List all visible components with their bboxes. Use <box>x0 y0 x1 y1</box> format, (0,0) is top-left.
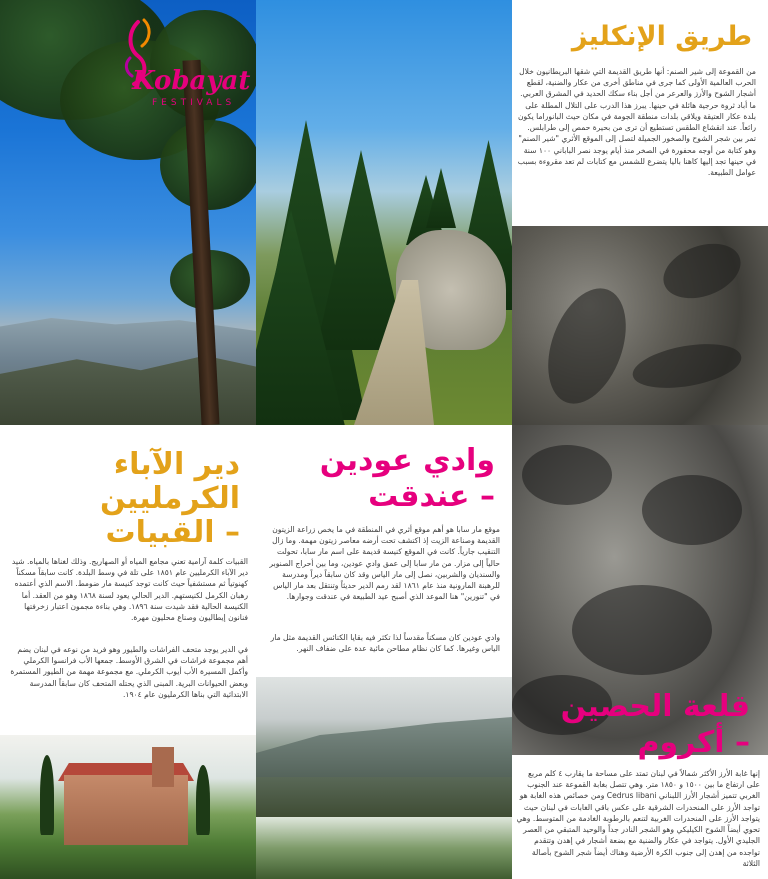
cypress-tree <box>40 755 54 835</box>
carmelite-body-1: القبيات كلمة آرامية تعني مجامع المياه أو الصهاريج. وذلك لغناها بالمياه. شيد دير الآباء الكرمليين عام ١٨٥١ على تلة في وسط البلدة. كانت سابقاً مسكناً كهنوتياً ثم مستشفياً حيث كانت توجد كنيسة مار ضومط. الاسم الذي أعتمده رهبان الكرمل لكنيستهم. الدير الحالي يعود لسنة ١٨٦٨ وهو من العقد. أما الكنيسة الحالية فقد شيدت سنة ١٨٩٦. وهي بناءة مجمون اعتبار زخرفتها فنانون إيطاليون وصناع محليون مهرة. <box>11 557 248 623</box>
cypress-tree <box>196 765 210 835</box>
carmelite-heading-line3: – القبيات <box>105 515 240 550</box>
cover-title: مهرجانات القبيات <box>573 176 748 200</box>
rock-shadow <box>656 234 748 308</box>
english-road-body: من القموعة إلى شير الصنم: أنها طريق القديمة التي شقها البريطانيون خلال الحرب العالمية الأولى كما جرى في مناطق أخرى من عكار والضنية، لقطع أشجار الشوح والأرز والعرعر من أجل بناء سكك الحديد في المشرق العربي. ما أباد ثروة حرجية هائلة في حينها. يبرز هذا الدرب على التلال المطلة على بلدة عكار العتيقة ويلاقي بلدات منطقة الجومة في مكان حيث البانوراما يكون رائعاً. عند انقشاع الطقس تستطيع أن ترى من بحيرة حمص إلى طرابلس. تمر بين شجر الشوح والصخور الجميلة لتصل إلى الموقع الأثري "شير الصنم" وهو كتابة من أوجه محفورة في الصخر منذ أيام يوجد نصر الباباني ١٠٠ سنة في حينها تجد إليها كاهنا باليا يتضرع للشمس مع كتابات لم تعد مقروءة بسبب عوامل الطبيعة. <box>517 67 756 178</box>
qalaat-hosn-heading-line1: قلعة الحصين <box>560 689 750 724</box>
monastery-photo <box>0 735 256 879</box>
carmelite-heading-line2: الكرمليين <box>100 481 240 516</box>
carmelite-body-2: في الدير يوجد متحف الفراشات والطيور وهو فريد من نوعه في لبنان يضم أهم مجموعة فراشات في الشرق الأوسط. جمعها الأب فرانسوا الكرملي وأكمل المسيرة الأب أيوب الكرملي. مع مجموعة مهمة من الطيور المستمرة وبعض الحيوانات البرية. المبنى الذي يحتله المتحف كان سابقاً المدرسة الابتدائية التي بناها الكرمليون عام ١٩٠٤. <box>10 645 248 699</box>
cover-subtitle: يوم البيئي <box>691 204 748 220</box>
wadi-oudine-body-2: وادي عودين كان مسكناً مقدساً لذا تكثر فيه بقايا الكنائس القديمة مثل مار الياس وغيرها. كما كان نظام مطاحن مائية عدة على ضفاف النهر. <box>270 633 500 654</box>
qalaat-hosn-body: إنها غابة الأرز الأكثر شمالاً في لبنان تمتد على مساحة ما يقارب ٤ كلم مربع على ارتفاع ما بين ١٥٠٠ و ١٨٥٠ متر. وهي تتصل بغابة القموعة عند الجنوب الغربي تتميز أشجار الأرز اللبناني Cedrus libani ومن خصائص هذه الغابة هو تواجد الأرز على المنحدرات الشرقية على عكس باقي الغابات في لبنان حيث يتواجد الأرز على المنحدرات الغربية لتنعم بالرطوبة الغادمة من المتوسط. وهي تحوي أيضاً الشوح الكيليكي وهو الشجر النادر جداً والوحيد المتبقي من العصر الجليدي الأول. يتواجد في عكار والضنية مع بضعة أشجار في إهدن وتتقدم تواجده من إهدن إلى جنوب الكرة الأرضية وهناك أيضاً شجر الشوح بأصالة الثلاثة <box>516 769 760 868</box>
cedar-forest-photo <box>256 817 512 879</box>
rock-inscription-photo <box>512 226 768 425</box>
wadi-oudine-heading-line2: – عندقت <box>368 479 495 514</box>
mountain-ridge <box>256 717 512 777</box>
logo-text: Kobayat <box>132 66 251 96</box>
rock-shadow <box>522 445 612 505</box>
rock-shadow <box>642 475 742 545</box>
tree-foliage <box>160 120 256 210</box>
wadi-oudine-body-1: موقع مار سابا هو أهم موقع أثري في المنطقة في ما يخص زراعة الزيتون القديمة وصناعة الزيت إذ اكتشف تحت أرضه معاصر زيتون مهمة. وما زال التنقيب جارياً. كانت في الموقع كنيسة قديمة على اسم مار سابا، تحولت حالياً إلى مزار. من مار سابا إلى عمق وادي عودين، وما بين أحراج الصنوبر والسنديان والشربين، نصل إلى مار الياس وقد كان سابقاً ديراً ومدرسة للرهبنة المارونية منذ عام ١٨٦١ لقد رمم الدير حديثاً وتنتقل بعد مار الياس في "تنورين" هنا الموعد الذي أصبح عيد الطبيعة في عندقت وجوارها. <box>269 525 500 602</box>
rock-shadow <box>534 278 641 415</box>
logo-subtitle: FESTIVALS <box>152 98 236 108</box>
wadi-oudine-heading-line1: وادي عودين <box>319 443 495 478</box>
english-road-heading: طريق الإنكليز <box>571 21 752 52</box>
bell-tower <box>152 747 174 787</box>
valley-photo <box>256 677 512 817</box>
rock-shadow <box>629 337 744 395</box>
qalaat-hosn-heading-line2: – أكروم <box>637 725 750 760</box>
rock-shadow <box>572 585 712 675</box>
carmelite-heading-line1: دير الآباء <box>113 447 240 482</box>
forest-path-photo <box>256 0 512 425</box>
